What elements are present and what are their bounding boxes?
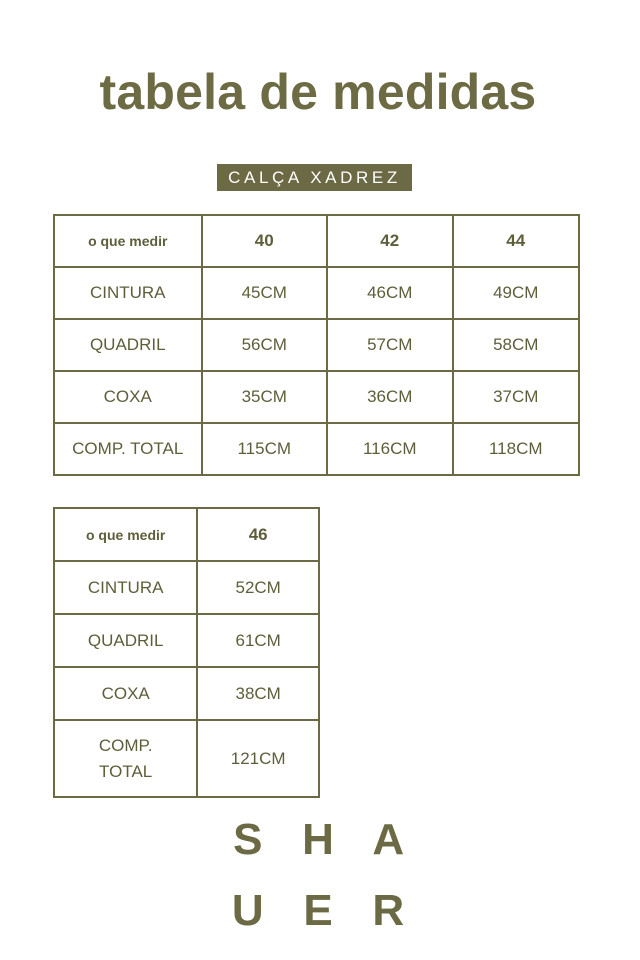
table-cell: 115CM — [202, 423, 328, 475]
column-header-measure: o que medir — [54, 508, 197, 561]
table-cell: 57CM — [327, 319, 453, 371]
table-cell: 118CM — [453, 423, 580, 475]
brand-logo-line-2 — [0, 886, 636, 936]
row-label: CINTURA — [54, 267, 202, 319]
size-table-1 — [53, 214, 580, 476]
table-row — [54, 720, 319, 797]
table-cell: 38CM — [197, 667, 319, 720]
table-header-row — [54, 215, 579, 267]
table-cell: 58CM — [453, 319, 580, 371]
row-label: COXA — [54, 667, 197, 720]
row-label: QUADRIL — [54, 319, 202, 371]
product-badge: CALÇA XADREZ — [217, 164, 412, 191]
logo-letter: U — [231, 886, 264, 935]
table-row — [54, 319, 579, 371]
page-title: tabela de medidas — [99, 64, 537, 120]
logo-letter: R — [372, 886, 405, 935]
table-row — [54, 614, 319, 667]
column-header-size: 46 — [197, 508, 319, 561]
logo-letter: H — [302, 815, 334, 864]
table-row — [54, 371, 579, 423]
table-cell: 35CM — [202, 371, 328, 423]
table-cell: 46CM — [327, 267, 453, 319]
row-label: QUADRIL — [54, 614, 197, 667]
table-cell: 49CM — [453, 267, 580, 319]
row-label: COMP. TOTAL — [54, 423, 202, 475]
table-row — [54, 667, 319, 720]
table-cell: 45CM — [202, 267, 328, 319]
table-cell: 36CM — [327, 371, 453, 423]
logo-letter: E — [303, 886, 333, 935]
table-cell: 116CM — [327, 423, 453, 475]
row-label: COXA — [54, 371, 202, 423]
column-header-measure: o que medir — [54, 215, 202, 267]
table-cell: 56CM — [202, 319, 328, 371]
table-cell: 61CM — [197, 614, 319, 667]
table-cell: 52CM — [197, 561, 319, 614]
column-header-size: 42 — [327, 215, 453, 267]
table-cell: 121CM — [197, 720, 319, 797]
column-header-size: 44 — [453, 215, 580, 267]
logo-letter: S — [233, 815, 263, 864]
table-cell: 37CM — [453, 371, 580, 423]
table-row — [54, 561, 319, 614]
table-row — [54, 423, 579, 475]
table-header-row — [54, 508, 319, 561]
table-row — [54, 267, 579, 319]
size-table-2 — [53, 507, 320, 798]
brand-logo-line-1 — [0, 815, 636, 865]
row-label: COMP. TOTAL — [54, 720, 197, 797]
logo-letter: A — [372, 815, 405, 864]
column-header-size: 40 — [202, 215, 328, 267]
row-label: CINTURA — [54, 561, 197, 614]
